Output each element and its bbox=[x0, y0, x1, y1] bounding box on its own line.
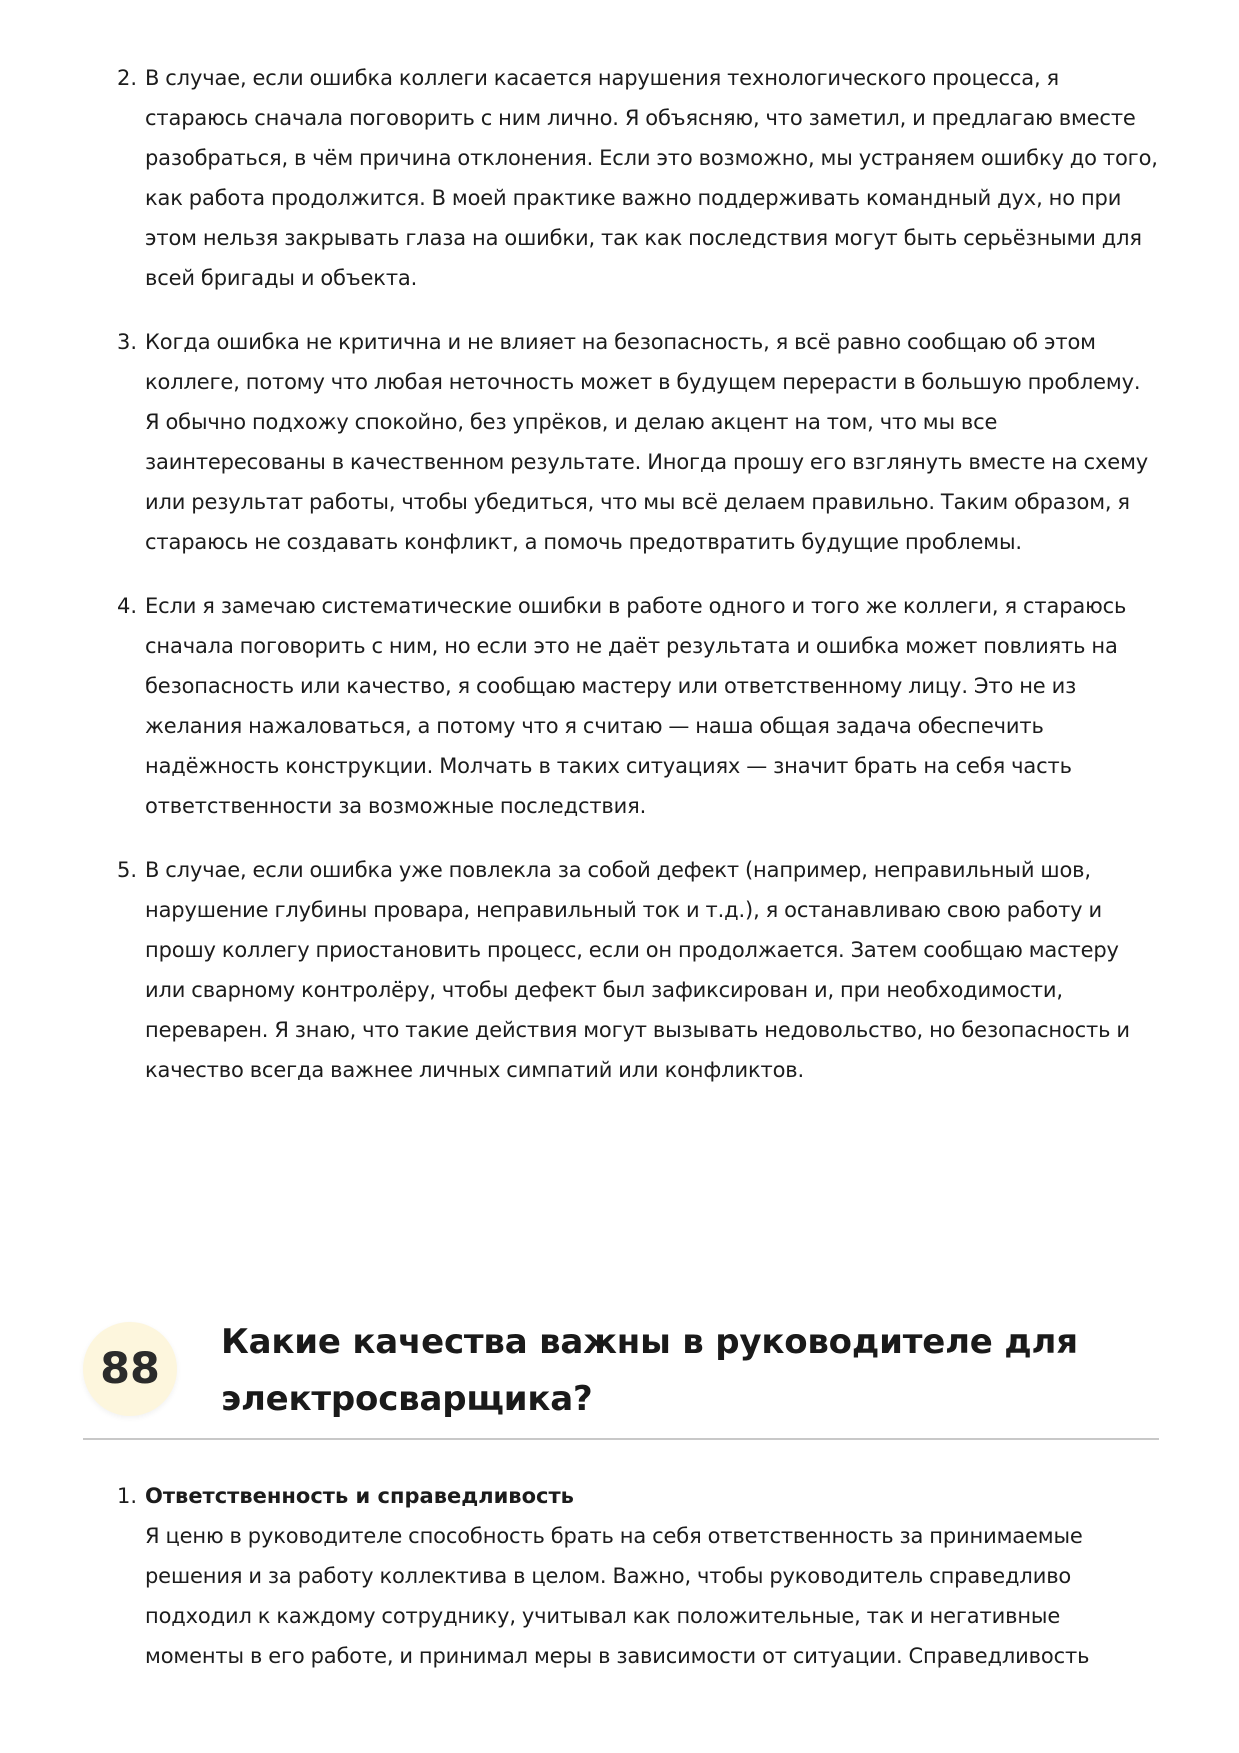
list-item bbox=[117, 1476, 1160, 1676]
list-item-text: В случае, если ошибка уже повлекла за собой дефект (например, неправильный шов, нарушение глубины провара, неправильный ток и т.д.), я останавливаю свою работу и прошу коллегу приостановить процесс, если он продолжается. Затем сообщаю мастеру или сварному контролёру, чтобы дефект был зафиксирован и, при необходимости, переварен. Я знаю, что такие действия могут вызывать недовольство, но безопасность и качество всегда важнее личных симпатий или конфликтов. bbox=[145, 858, 1130, 1082]
list-item-number: 1. bbox=[117, 1484, 138, 1508]
list-item-number: 2. bbox=[117, 66, 138, 90]
section-title: Какие качества важны в руководителе для электросварщика? bbox=[221, 1322, 1078, 1419]
list-item-text: Я ценю в руководителе способность брать на себя ответственность за принимаемые решения и за работу коллектива в целом. Важно, чтобы руководитель справедливо подходил к каждому сотруднику, учитывал как положительные, так и негативные моменты в его работе, и принимал меры в зависимости от ситуации. Справедливость bbox=[145, 1524, 1090, 1668]
answer-list bbox=[0, 58, 1239, 1114]
list-item bbox=[117, 850, 1160, 1090]
list-item-number: 3. bbox=[117, 330, 138, 354]
list-item-number: 4. bbox=[117, 594, 138, 618]
list-item-text: Когда ошибка не критична и не влияет на безопасность, я всё равно сообщаю об этом коллеге, потому что любая неточность может в будущем перерасти в большую проблему. Я обычно подхожу спокойно, без упрёков, и делаю акцент на том, что мы все заинтересованы в качественном результате. Иногда прошу его взглянуть вместе на схему или результат работы, чтобы убедиться, что мы всё делаем правильно. Таким образом, я стараюсь не создавать конфликт, а помочь предотвратить будущие проблемы. bbox=[145, 330, 1149, 554]
list-item-text: Если я замечаю систематические ошибки в работе одного и того же коллеги, я стараюсь сначала поговорить с ним, но если это не даёт результата и ошибка может повлиять на безопасность или качество, я сообщаю мастеру или ответственному лицу. Это не из желания нажаловаться, а потому что я считаю — наша общая задача обеспечить надёжность конструкции. Молчать в таких ситуациях — значит брать на себя часть ответственности за возможные последствия. bbox=[145, 594, 1127, 818]
list-item-text: В случае, если ошибка коллеги касается нарушения технологического процесса, я стараюсь сначала поговорить с ним лично. Я объясняю, что заметил, и предлагаю вместе разобраться, в чём причина отклонения. Если это возможно, мы устраняем ошибку до того, как работа продолжится. В моей практике важно поддерживать командный дух, но при этом нельзя закрывать глаза на ошибки, так как последствия могут быть серьёзными для всей бригады и объекта. bbox=[145, 66, 1158, 290]
section-divider bbox=[83, 1438, 1159, 1440]
list-item bbox=[117, 58, 1160, 298]
list-item-number: 5. bbox=[117, 858, 138, 882]
list-item bbox=[117, 322, 1160, 562]
answer-list bbox=[0, 1476, 1239, 1700]
list-item-heading: Ответственность и справедливость bbox=[145, 1484, 574, 1508]
section-number-badge: 88 bbox=[83, 1322, 177, 1416]
section-header bbox=[83, 1312, 1159, 1428]
list-item bbox=[117, 586, 1160, 826]
